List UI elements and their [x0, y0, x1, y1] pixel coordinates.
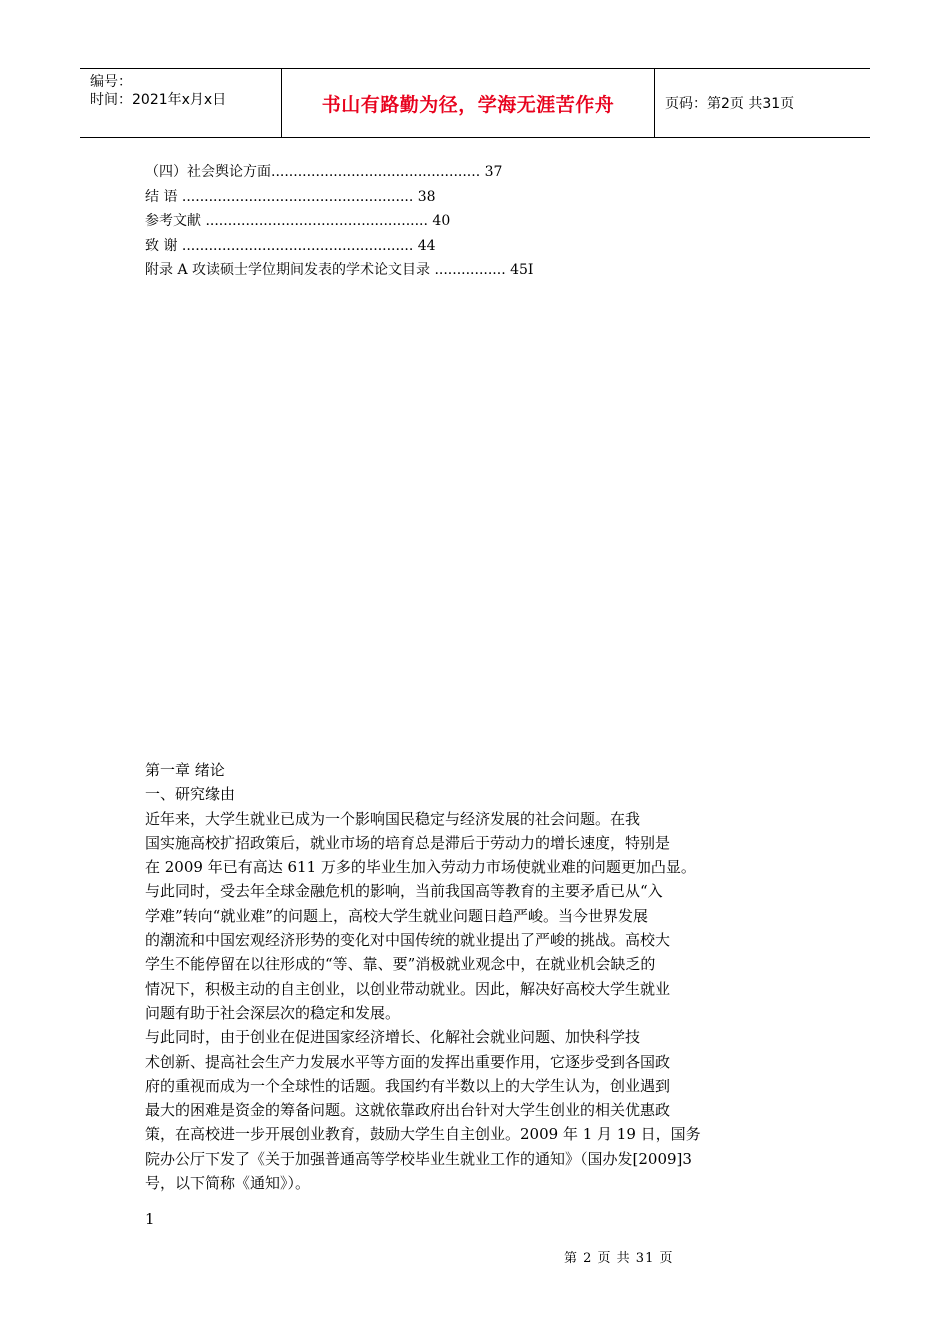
body-line: 与此同时，受去年全球金融危机的影响，当前我国高等教育的主要矛盾已从“入 [145, 882, 663, 901]
body-line: 国实施高校扩招政策后，就业市场的培育总是滞后于劳动力的增长速度，特别是 [145, 833, 671, 852]
body-line: 院办公厅下发了《关于加强普通高等学校毕业生就业工作的通知》（国办发[2009]3 [145, 1149, 692, 1168]
section-heading: 一、研究缘由 [145, 785, 236, 804]
body-line: 问题有助于社会深层次的稳定和发展。 [145, 1003, 401, 1022]
header-motto: 书山有路勤为径，学海无涯苦作舟 [282, 69, 655, 137]
toc-entry: 参考文献 .................................................. 40 [145, 213, 451, 229]
number-label: 编号： [90, 74, 132, 90]
header-page-info: 页码：第2页 共31页 [665, 96, 795, 112]
chapter-title: 第一章 绪论 [145, 761, 225, 779]
body-line: 与此同时，由于创业在促进国家经济增长、化解社会就业问题、加快科学技 [145, 1028, 641, 1047]
body-line: 术创新、提高社会生产力发展水平等方面的发挥出重要作用，它逐步受到各国政 [145, 1052, 671, 1071]
page-number: 1 [145, 1210, 155, 1228]
body-line: 府的重视而成为一个全球性的话题。我国约有半数以上的大学生认为，创业遇到 [145, 1076, 671, 1095]
header-meta [80, 69, 282, 137]
document-header [80, 68, 870, 138]
body-line: 最大的困难是资金的筹备问题。这就依靠政府出台针对大学生创业的相关优惠政 [145, 1101, 671, 1120]
time-label: 时间：2021年x月x日 [90, 92, 227, 108]
toc-entry: 结 语 .................................................... 38 [145, 188, 436, 205]
body-line: 在 2009 年已有高达 611 万多的毕业生加入劳动力市场使就业难的问题更加凸显。 [145, 858, 696, 877]
body-line: 学生不能停留在以往形成的“等、靠、要”消极就业观念中，在就业机会缺乏的 [145, 955, 656, 974]
body-line: 策，在高校进一步开展创业教育，鼓励大学生自主创业。2009 年 1 月 19 日，国务 [145, 1125, 701, 1144]
body-line: 学难”转向“就业难”的问题上，高校大学生就业问题日趋严峻。当今世界发展 [145, 906, 649, 925]
body-line: 的潮流和中国宏观经济形势的变化对中国传统的就业提出了严峻的挑战。高校大 [145, 931, 671, 950]
table-of-contents [145, 160, 533, 283]
body-line: 号，以下简称《通知》）。 [145, 1174, 311, 1193]
body-line: 近年来，大学生就业已成为一个影响国民稳定与经济发展的社会问题。在我 [145, 809, 641, 828]
toc-entry: 致 谢 .................................................... 44 [145, 237, 436, 254]
toc-entry: 附录 A 攻读硕士学位期间发表的学术论文目录 ................ 45I [145, 262, 534, 278]
toc-entry: （四）社会舆论方面............................................... 37 [145, 164, 503, 180]
chapter-body [145, 758, 765, 1195]
body-line: 情况下，积极主动的自主创业，以创业带动就业。因此，解决好高校大学生就业 [145, 979, 671, 998]
page-footer: 第 2 页 共 31 页 [564, 1251, 674, 1266]
